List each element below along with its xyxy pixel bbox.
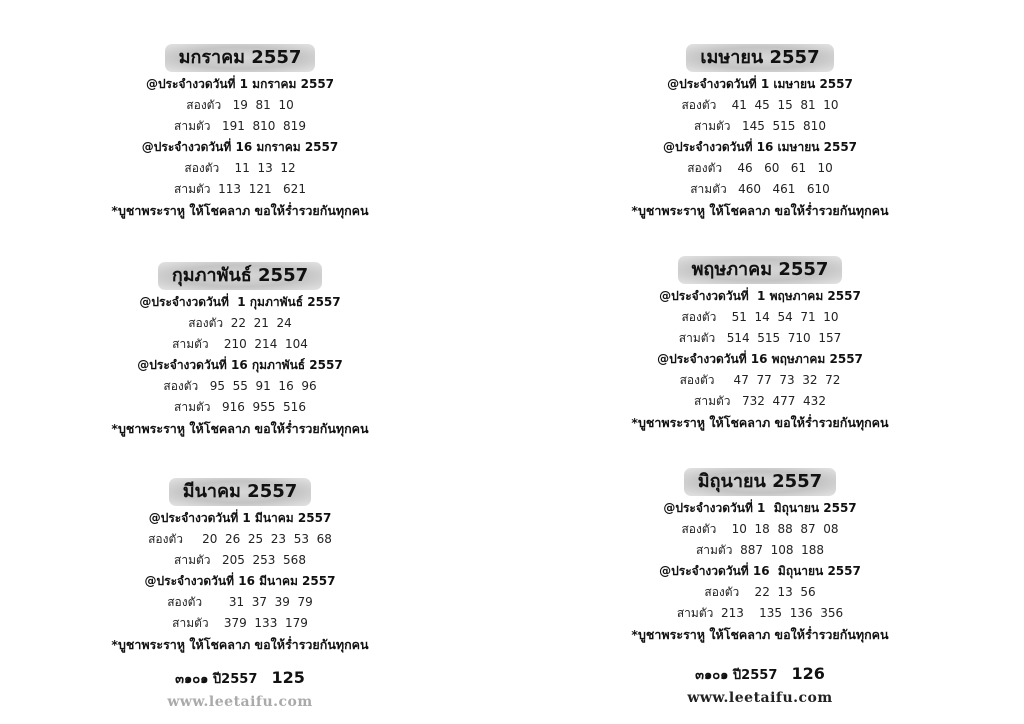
three-digit-numbers: สามตัว 210 214 104	[172, 337, 308, 351]
blessing-note: *บูชาพระราหู ให้โชคลาภ ขอให้ร่ำรวยกันทุกคน	[111, 203, 369, 218]
page-footer	[504, 664, 1016, 685]
footer-label: ๓๑๐๑ ปี2557	[695, 668, 778, 683]
three-digit-numbers: สามตัว 514 515 710 157	[678, 331, 842, 345]
two-digit-numbers: สองตัว 95 55 91 16 96	[163, 379, 317, 393]
month-block-january	[0, 44, 496, 221]
three-digit-numbers: สามตัว 113 121 621	[174, 182, 306, 196]
draw-date-1: @ประจำงวดวันที่ 1 พฤษภาคม 2557	[659, 289, 861, 303]
footer-label: ๓๑๐๑ ปี2557	[175, 672, 258, 687]
three-digit-numbers: สามตัว 887 108 188	[695, 543, 825, 557]
blessing-note: *บูชาพระราหู ให้โชคลาภ ขอให้ร่ำรวยกันทุกคน	[631, 415, 889, 430]
two-digit-numbers: สองตัว 22 13 56	[704, 585, 816, 599]
two-digit-numbers: สองตัว 20 26 25 23 53 68	[148, 532, 332, 546]
two-digit-numbers: สองตัว 10 18 88 87 08	[681, 522, 839, 536]
two-digit-numbers: สองตัว 11 13 12	[184, 161, 296, 175]
draw-date-16: @ประจำงวดวันที่ 16 กุมภาพันธ์ 2557	[137, 358, 343, 372]
website-link[interactable]: www.leetaifu.com	[687, 690, 833, 706]
month-title: มีนาคม 2557	[169, 478, 312, 506]
draw-date-1: @ประจำงวดวันที่ 1 มิถุนายน 2557	[663, 501, 857, 515]
website-link[interactable]: www.leetaifu.com	[167, 694, 313, 710]
draw-date-1: @ประจำงวดวันที่ 1 มีนาคม 2557	[148, 511, 332, 525]
two-digit-numbers: สองตัว 46 60 61 10	[687, 161, 833, 175]
three-digit-numbers: สามตัว 379 133 179	[172, 616, 308, 630]
draw-date-16: @ประจำงวดวันที่ 16 มกราคม 2557	[141, 140, 339, 154]
two-digit-numbers: สองตัว 31 37 39 79	[167, 595, 313, 609]
three-digit-numbers: สามตัว 732 477 432	[694, 394, 826, 408]
right-page	[512, 0, 1024, 724]
blessing-note: *บูชาพระราหู ให้โชคลาภ ขอให้ร่ำรวยกันทุกคน	[111, 421, 369, 436]
three-digit-numbers: สามตัว 213 135 136 356	[676, 606, 844, 620]
month-title: มกราคม 2557	[165, 44, 316, 72]
two-digit-numbers: สองตัว 22 21 24	[188, 316, 292, 330]
blessing-note: *บูชาพระราหู ให้โชคลาภ ขอให้ร่ำรวยกันทุกคน	[631, 203, 889, 218]
two-digit-numbers: สองตัว 19 81 10	[186, 98, 294, 112]
month-block-april	[504, 44, 1016, 221]
three-digit-numbers: สามตัว 145 515 810	[694, 119, 826, 133]
draw-date-1: @ประจำงวดวันที่ 1 เมษายน 2557	[667, 77, 853, 91]
month-title: กุมภาพันธ์ 2557	[158, 262, 322, 290]
draw-date-16: @ประจำงวดวันที่ 16 มีนาคม 2557	[144, 574, 336, 588]
draw-date-1: @ประจำงวดวันที่ 1 กุมภาพันธ์ 2557	[139, 295, 341, 309]
page-footer	[0, 668, 496, 689]
two-digit-numbers: สองตัว 51 14 54 71 10	[681, 310, 839, 324]
month-title: มิถุนายน 2557	[684, 468, 836, 496]
blessing-note: *บูชาพระราหู ให้โชคลาภ ขอให้ร่ำรวยกันทุกคน	[111, 637, 369, 652]
blessing-note: *บูชาพระราหู ให้โชคลาภ ขอให้ร่ำรวยกันทุกคน	[631, 627, 889, 642]
month-block-june	[504, 468, 1016, 645]
month-block-february	[0, 262, 496, 439]
page-number: 125	[271, 668, 305, 687]
page-number: 126	[791, 664, 825, 683]
three-digit-numbers: สามตัว 205 253 568	[174, 553, 306, 567]
draw-date-1: @ประจำงวดวันที่ 1 มกราคม 2557	[145, 77, 335, 91]
two-digit-numbers: สองตัว 47 77 73 32 72	[679, 373, 841, 387]
month-block-may	[504, 256, 1016, 433]
month-title: เมษายน 2557	[686, 44, 833, 72]
month-title: พฤษภาคม 2557	[678, 256, 843, 284]
two-digit-numbers: สองตัว 41 45 15 81 10	[681, 98, 839, 112]
month-block-march	[0, 478, 496, 655]
three-digit-numbers: สามตัว 460 461 610	[690, 182, 830, 196]
draw-date-16: @ประจำงวดวันที่ 16 มิถุนายน 2557	[659, 564, 861, 578]
three-digit-numbers: สามตัว 191 810 819	[174, 119, 306, 133]
three-digit-numbers: สามตัว 916 955 516	[174, 400, 306, 414]
draw-date-16: @ประจำงวดวันที่ 16 เมษายน 2557	[662, 140, 858, 154]
draw-date-16: @ประจำงวดวันที่ 16 พฤษภาคม 2557	[657, 352, 863, 366]
